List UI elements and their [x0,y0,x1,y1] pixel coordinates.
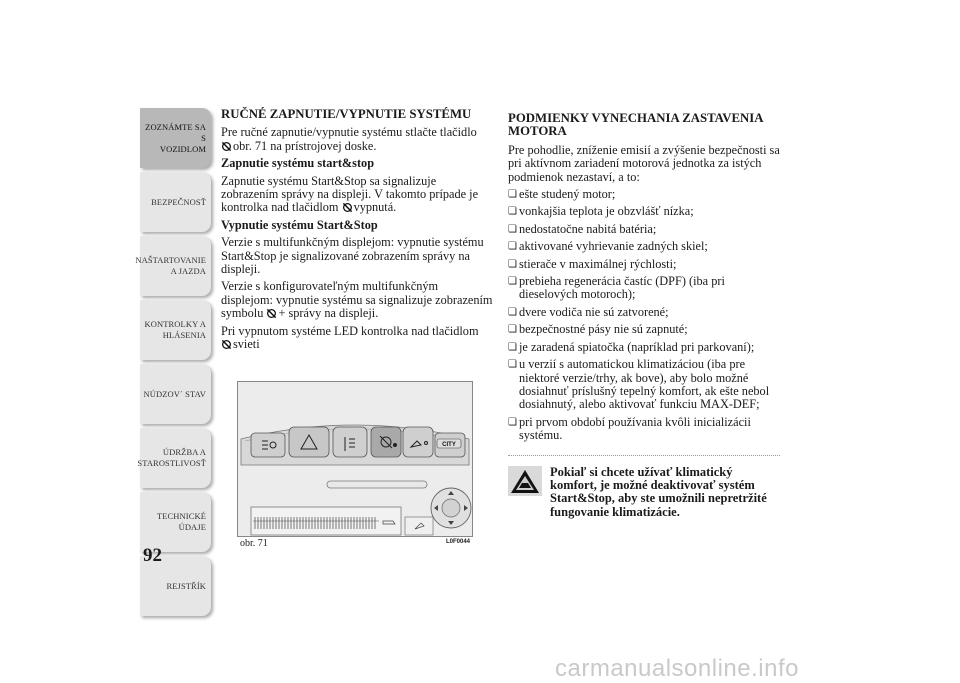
tab-label: VOZIDLOM [159,143,206,154]
paragraph [221,126,493,153]
section-heading: RUČNÉ ZAPNUTIE/VYPNUTIE SYSTÉMU [221,107,472,121]
list-item: ❏ pri prvom období používania kvôli inicializácii systému. [508,416,780,443]
paragraph: Pre pohodlie, zníženie emisií a zvýšenie bezpečnosti sa pri aktívnom zariadení motorová jednotka za istých podmienok nezastaví, a to: [508,142,780,184]
subheading: Zapnutie systému start&stop [221,156,375,171]
tab-technicke-udaje[interactable] [140,492,211,552]
tab-label: BEZPEČNOSŤ [151,196,206,207]
conditions-list [508,188,780,443]
tab-nudzovy-stav[interactable] [140,364,211,424]
text: Pre ručné zapnutie/vypnutie systému stlačte tlačidlo [221,125,477,140]
tab-label: ZOZNÁMTE SA S [145,121,206,143]
subheading: Vypnutie systému Start&Stop [221,217,378,232]
start-stop-icon [221,339,232,350]
list-item: ❏ aktivované vyhrievanie zadných skiel; [508,240,780,253]
tab-label: KONTROLKY A [144,319,206,329]
tab-label: HLÁSENIA [162,330,206,340]
paragraph [221,325,493,352]
paragraph: Verzie s multifunkčným displejom: vypnutie systému Start&Stop je signalizované zobrazením správy na displeji. [221,235,484,277]
list-item: ❏ prebieha regenerácia častíc (DPF) (iba pri dieselových motoroch); [508,275,780,302]
divider [508,455,780,456]
tab-label: ÚDAJE [178,522,206,532]
list-item: ❏ bezpečnostné pásy nie sú zapnuté; [508,323,780,336]
figure-code: L0F0044 [446,539,471,545]
list-item: ❏ u verzií s automatickou klimatizáciou (iba pre niektoré verzie/trhy, ak bove), aby bolo možné dosiahnuť príslušný tepelný komfort, ak ešte nebol dosiahnutý, alebo aktivovať funkciu MAX-DEF; [508,358,780,412]
list-item: ❏ dvere vodiča nie sú zatvorené; [508,306,780,319]
list-item: ❏ ešte studený motor; [508,188,780,201]
left-column [221,108,493,356]
list-item: ❏ vonkajšia teplota je obzvlášť nízka; [508,205,780,218]
paragraph [221,175,493,215]
tab-label: STAROSTLIVOSŤ [137,458,206,468]
watermark: carmanualsonline.info [555,655,799,682]
warning-note [508,466,780,520]
tab-kontrolky[interactable] [140,300,211,360]
text: vypnutá. [353,200,397,215]
text: Zapnutie systému Start&Stop sa signalizuje zobrazením správy na displeji. V takomto prípade je kontrolka nad tlačidlom [221,173,479,215]
warning-triangle-icon [508,466,542,496]
tab-label: NÚDZOV´ STAV [143,388,206,399]
tab-label: ÚDRŽBA A [162,447,206,457]
list-item: ❏ je zaradená spiatočka (napríklad pri parkovaní); [508,341,780,354]
list-item: ❏ nedostatočne nabitá batéria; [508,223,780,236]
tab-label: A JAZDA [170,266,206,276]
text: Pri vypnutom systéme LED kontrolka nad tlačidlom [221,323,479,338]
start-stop-icon [221,141,232,152]
tab-label: REJSTŘÍK [166,580,206,591]
city-label: CITY [442,442,456,448]
page-number: 92 [143,545,162,566]
paragraph [221,280,493,320]
start-stop-icon [266,308,277,319]
tab-bezpecnost[interactable] [140,172,211,232]
text: Verzie s konfigurovateľným multifunkčným displejom: vypnutie systému sa signalizuje zobrazením symbolu [221,279,493,321]
tab-zoznamte-sa[interactable] [140,108,211,168]
section-heading: PODMIENKY VYNECHANIA ZASTAVENIA MOTORA [508,111,763,139]
list-item: ❏ stierače v maximálnej rýchlosti; [508,258,780,271]
text: + správy na displeji. [278,306,379,321]
warning-text: Pokiaľ si chcete užívať klimatický komfort, je možné deaktivovať systém Start&Stop, aby ste umožnili nepretržité fungovanie klimatizácie. [550,464,767,519]
text: obr. 71 na prístrojovej doske. [233,138,377,153]
tab-udrzba[interactable] [137,428,211,488]
tab-nastartovanie[interactable] [135,236,211,296]
tab-label: NAŠTARTOVANIE [135,255,206,265]
figure-caption: obr. 71 [240,538,268,549]
start-stop-icon [342,202,353,213]
dashboard-figure [237,381,473,537]
right-column [508,112,780,519]
text: svieti [233,337,260,352]
tab-label: TECHNICKÉ [156,511,206,521]
